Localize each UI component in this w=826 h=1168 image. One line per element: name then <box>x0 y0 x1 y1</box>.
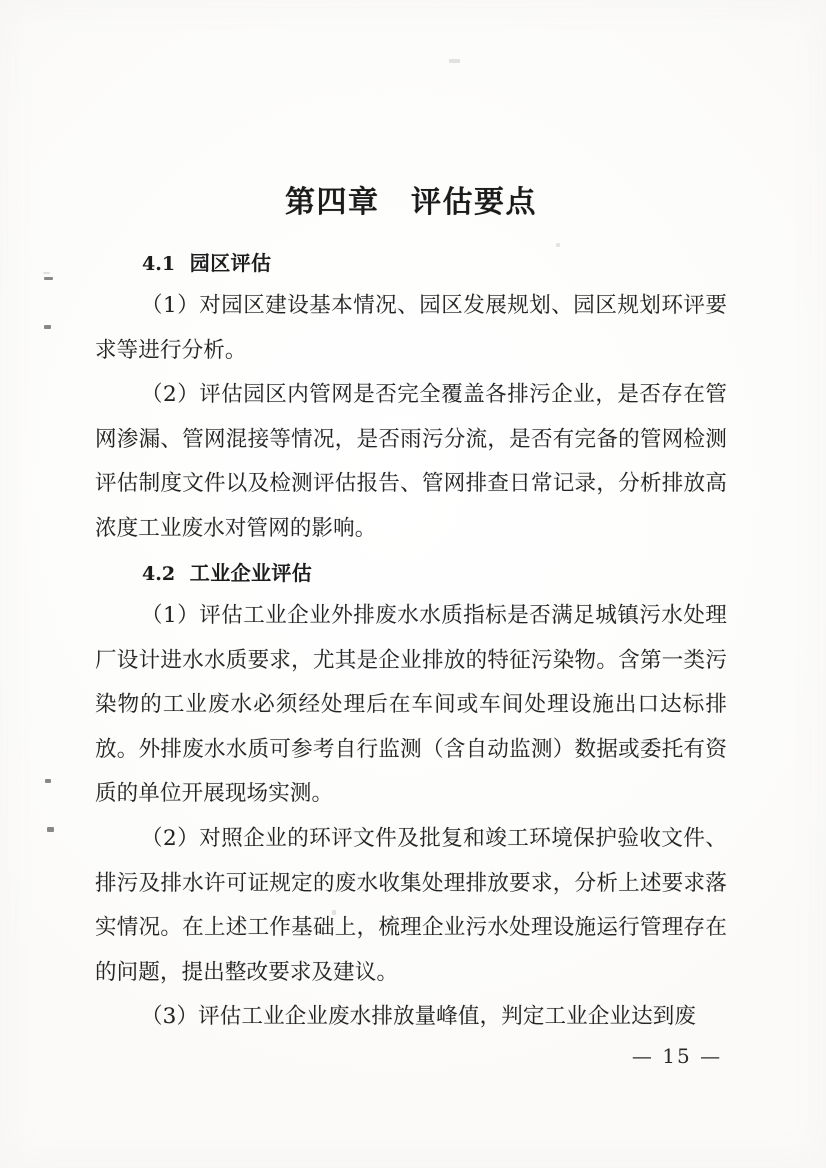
paragraph-4-2-3: （3）评估工业企业废水排放量峰值，判定工业企业达到废 <box>141 1004 697 1030</box>
page-number-footer <box>0 1044 826 1068</box>
paragraph-4-2-1: （1）评估工业企业外排废水水质指标是否满足城镇污水处理厂设计进水水质要求，尤其是企业排放的特征污染物。含第一类污染物的工业废水必须经处理后在车间或车间处理设施出口达标排放。外排废水水质可参考自行监测（含自动监测）数据或委托有资质的单位开展现场实测。 <box>95 603 727 807</box>
paragraph-4-1-1: （1）对园区建设基本情况、园区发展规划、园区规划环评要求等进行分析。 <box>95 293 727 363</box>
section-title-4-1: 园区评估 <box>189 250 272 275</box>
spacer <box>95 222 727 248</box>
scan-speck-artifact <box>45 779 51 783</box>
scan-speck-artifact <box>44 325 51 329</box>
page-title: 第四章 评估要点 <box>285 185 537 220</box>
page-number-label: — 15 — <box>631 1044 723 1068</box>
scan-speck-artifact <box>43 272 50 274</box>
paragraph-4-2-2: （2）对照企业的环评文件及批复和竣工环境保护验收文件、排污及排水许可证规定的废水收集处理排放要求，分析上述要求落实情况。在上述工作基础上，梳理企业污水处理设施运行管理存在的问题，提出整改要求及建议。 <box>95 826 727 985</box>
document-text-column <box>95 0 727 1040</box>
section-number-4-1: 4.1 <box>142 252 176 275</box>
paragraph-4-1-2: （2）评估园区内管网是否完全覆盖各排污企业，是否存在管网渗漏、管网混接等情况，是否雨污分流，是否有完备的管网检测评估制度文件以及检测评估报告、管网排查日常记录，分析排放高浓度工业废水对管网的影响。 <box>95 382 727 541</box>
section-heading-4-1 <box>95 248 727 279</box>
section-title-4-2: 工业企业评估 <box>189 560 313 585</box>
section-heading-4-2 <box>95 558 727 589</box>
scan-speck-artifact <box>47 827 54 832</box>
section-number-4-2: 4.2 <box>142 562 176 585</box>
scan-speck-artifact <box>44 277 53 280</box>
